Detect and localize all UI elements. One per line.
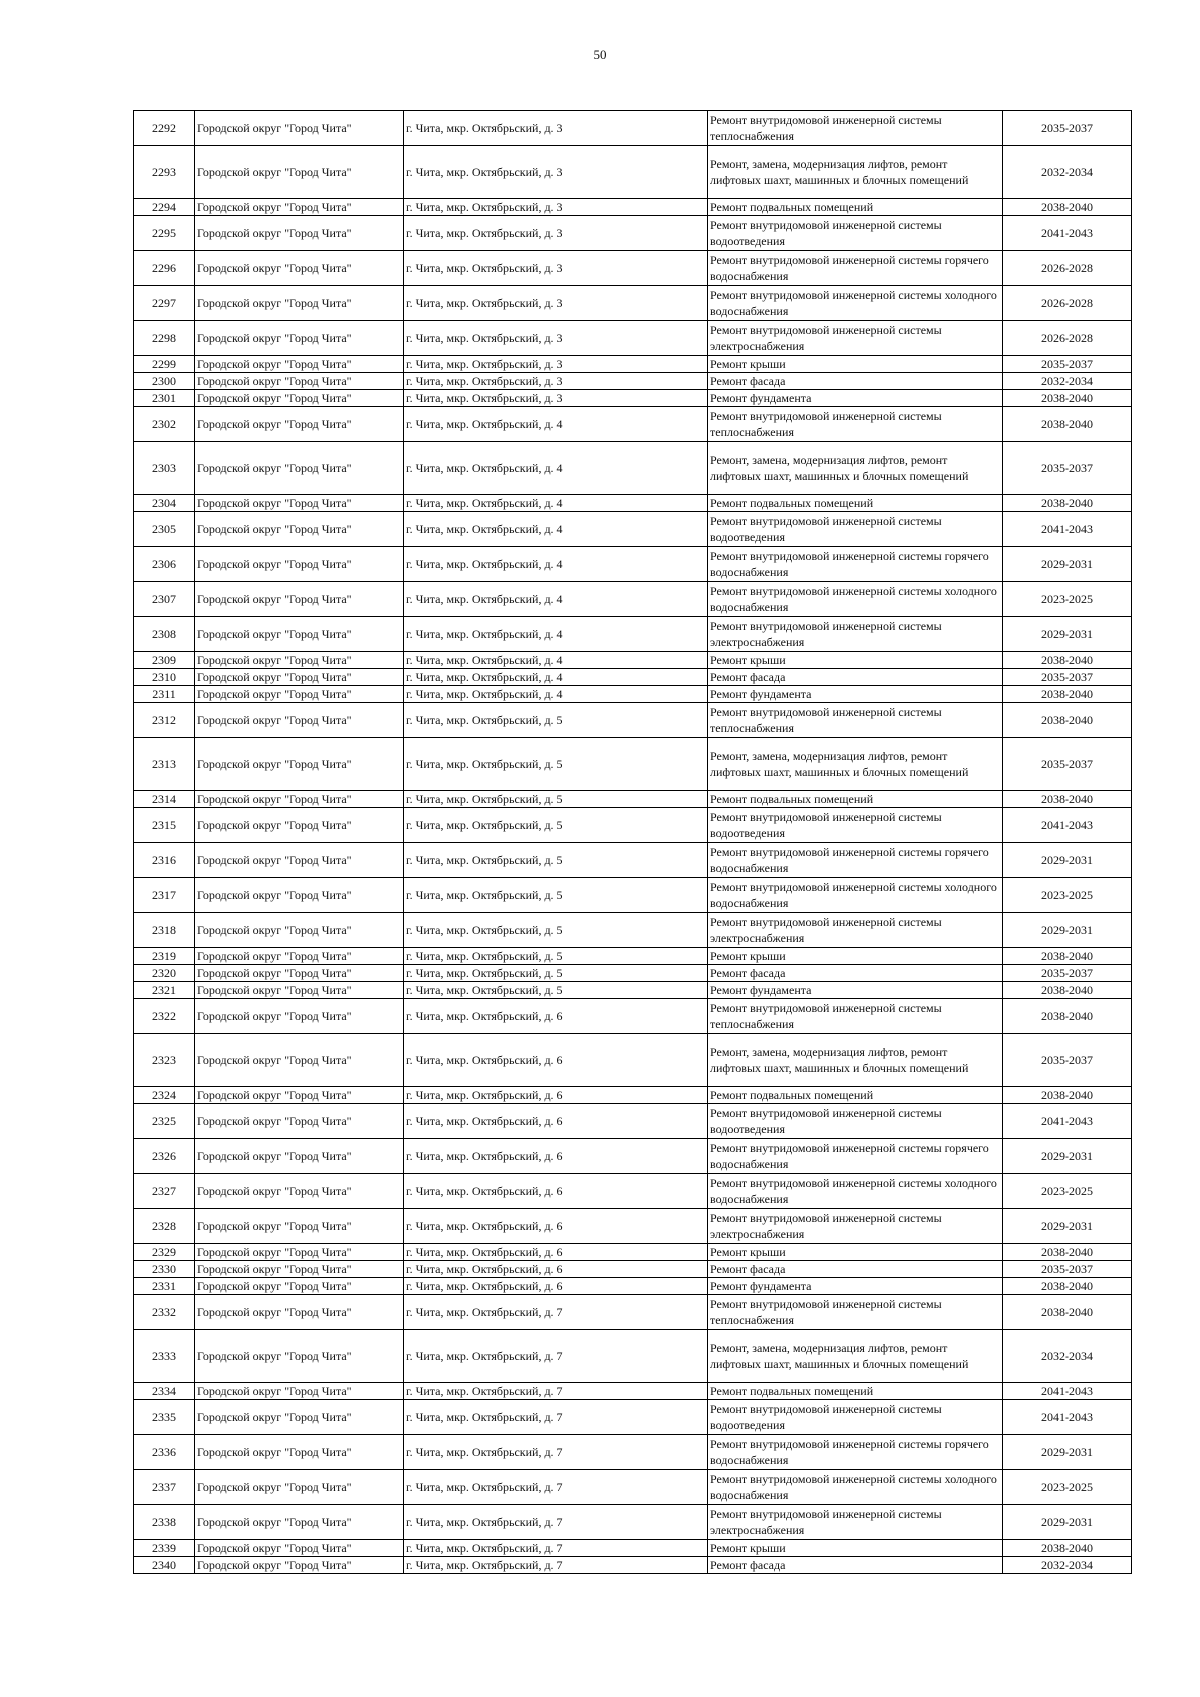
table-row <box>134 373 1132 390</box>
address-cell: г. Чита, мкр. Октябрьский, д. 4 <box>404 652 708 669</box>
address-cell: г. Чита, мкр. Октябрьский, д. 4 <box>404 547 708 582</box>
address-cell: г. Чита, мкр. Октябрьский, д. 5 <box>404 738 708 791</box>
period-cell: 2041-2043 <box>1003 1400 1132 1435</box>
work-type-cell: Ремонт внутридомовой инженерной системы электроснабжения <box>708 321 1003 356</box>
municipality-cell: Городской округ "Город Чита" <box>195 390 404 407</box>
work-type-cell: Ремонт внутридомовой инженерной системы теплоснабжения <box>708 703 1003 738</box>
municipality-cell: Городской округ "Город Чита" <box>195 407 404 442</box>
work-type-cell: Ремонт крыши <box>708 356 1003 373</box>
repair-schedule-table <box>133 110 1132 1574</box>
address-cell: г. Чита, мкр. Октябрьский, д. 6 <box>404 1209 708 1244</box>
address-cell: г. Чита, мкр. Октябрьский, д. 5 <box>404 791 708 808</box>
work-type-cell: Ремонт крыши <box>708 1244 1003 1261</box>
address-cell: г. Чита, мкр. Октябрьский, д. 6 <box>404 1104 708 1139</box>
table-row <box>134 703 1132 738</box>
municipality-cell: Городской округ "Город Чита" <box>195 373 404 390</box>
work-type-cell: Ремонт внутридомовой инженерной системы водоотведения <box>708 808 1003 843</box>
work-type-cell: Ремонт фасада <box>708 669 1003 686</box>
work-type-cell: Ремонт внутридомовой инженерной системы холодного водоснабжения <box>708 1174 1003 1209</box>
row-number: 2314 <box>134 791 195 808</box>
table-row <box>134 1278 1132 1295</box>
table-row <box>134 199 1132 216</box>
row-number: 2292 <box>134 111 195 146</box>
row-number: 2310 <box>134 669 195 686</box>
municipality-cell: Городской округ "Город Чита" <box>195 216 404 251</box>
table-row <box>134 843 1132 878</box>
work-type-cell: Ремонт внутридомовой инженерной системы холодного водоснабжения <box>708 582 1003 617</box>
period-cell: 2038-2040 <box>1003 999 1132 1034</box>
period-cell: 2029-2031 <box>1003 843 1132 878</box>
row-number: 2322 <box>134 999 195 1034</box>
table-row <box>134 1435 1132 1470</box>
period-cell: 2041-2043 <box>1003 1383 1132 1400</box>
table-row <box>134 999 1132 1034</box>
address-cell: г. Чита, мкр. Октябрьский, д. 3 <box>404 321 708 356</box>
period-cell: 2026-2028 <box>1003 251 1132 286</box>
table-row <box>134 1087 1132 1104</box>
period-cell: 2032-2034 <box>1003 1330 1132 1383</box>
work-type-cell: Ремонт внутридомовой инженерной системы водоотведения <box>708 1104 1003 1139</box>
work-type-cell: Ремонт крыши <box>708 652 1003 669</box>
municipality-cell: Городской округ "Город Чита" <box>195 913 404 948</box>
period-cell: 2023-2025 <box>1003 1174 1132 1209</box>
table-row <box>134 1174 1132 1209</box>
row-number: 2300 <box>134 373 195 390</box>
row-number: 2297 <box>134 286 195 321</box>
municipality-cell: Городской округ "Город Чита" <box>195 1087 404 1104</box>
period-cell: 2029-2031 <box>1003 1505 1132 1540</box>
address-cell: г. Чита, мкр. Октябрьский, д. 4 <box>404 495 708 512</box>
work-type-cell: Ремонт фасада <box>708 1261 1003 1278</box>
work-type-cell: Ремонт внутридомовой инженерной системы электроснабжения <box>708 1505 1003 1540</box>
work-type-cell: Ремонт внутридомовой инженерной системы горячего водоснабжения <box>708 843 1003 878</box>
address-cell: г. Чита, мкр. Октябрьский, д. 3 <box>404 146 708 199</box>
period-cell: 2029-2031 <box>1003 617 1132 652</box>
row-number: 2308 <box>134 617 195 652</box>
table-row <box>134 686 1132 703</box>
row-number: 2326 <box>134 1139 195 1174</box>
work-type-cell: Ремонт фундамента <box>708 1278 1003 1295</box>
row-number: 2299 <box>134 356 195 373</box>
work-type-cell: Ремонт подвальных помещений <box>708 791 1003 808</box>
work-type-cell: Ремонт внутридомовой инженерной системы теплоснабжения <box>708 999 1003 1034</box>
address-cell: г. Чита, мкр. Октябрьский, д. 3 <box>404 356 708 373</box>
period-cell: 2035-2037 <box>1003 738 1132 791</box>
work-type-cell: Ремонт внутридомовой инженерной системы электроснабжения <box>708 913 1003 948</box>
work-type-cell: Ремонт подвальных помещений <box>708 199 1003 216</box>
work-type-cell: Ремонт фасада <box>708 1557 1003 1574</box>
address-cell: г. Чита, мкр. Октябрьский, д. 7 <box>404 1470 708 1505</box>
work-type-cell: Ремонт подвальных помещений <box>708 1087 1003 1104</box>
table-row <box>134 1383 1132 1400</box>
row-number: 2323 <box>134 1034 195 1087</box>
municipality-cell: Городской округ "Город Чита" <box>195 321 404 356</box>
municipality-cell: Городской округ "Город Чита" <box>195 199 404 216</box>
address-cell: г. Чита, мкр. Октябрьский, д. 6 <box>404 1278 708 1295</box>
address-cell: г. Чита, мкр. Октябрьский, д. 7 <box>404 1400 708 1435</box>
period-cell: 2038-2040 <box>1003 791 1132 808</box>
address-cell: г. Чита, мкр. Октябрьский, д. 4 <box>404 512 708 547</box>
row-number: 2336 <box>134 1435 195 1470</box>
address-cell: г. Чита, мкр. Октябрьский, д. 3 <box>404 286 708 321</box>
work-type-cell: Ремонт фундамента <box>708 390 1003 407</box>
table-row <box>134 582 1132 617</box>
table-body <box>134 111 1132 1574</box>
municipality-cell: Городской округ "Город Чита" <box>195 669 404 686</box>
address-cell: г. Чита, мкр. Октябрьский, д. 4 <box>404 617 708 652</box>
period-cell: 2038-2040 <box>1003 948 1132 965</box>
period-cell: 2038-2040 <box>1003 686 1132 703</box>
municipality-cell: Городской округ "Город Чита" <box>195 251 404 286</box>
address-cell: г. Чита, мкр. Октябрьский, д. 5 <box>404 913 708 948</box>
work-type-cell: Ремонт внутридомовой инженерной системы электроснабжения <box>708 617 1003 652</box>
address-cell: г. Чита, мкр. Октябрьский, д. 5 <box>404 982 708 999</box>
work-type-cell: Ремонт фасада <box>708 373 1003 390</box>
work-type-cell: Ремонт крыши <box>708 948 1003 965</box>
work-type-cell: Ремонт внутридомовой инженерной системы теплоснабжения <box>708 407 1003 442</box>
table-row <box>134 669 1132 686</box>
municipality-cell: Городской округ "Город Чита" <box>195 791 404 808</box>
row-number: 2321 <box>134 982 195 999</box>
page-number: 50 <box>593 47 607 62</box>
table-row <box>134 321 1132 356</box>
table-row <box>134 146 1132 199</box>
period-cell: 2038-2040 <box>1003 652 1132 669</box>
address-cell: г. Чита, мкр. Октябрьский, д. 3 <box>404 251 708 286</box>
row-number: 2313 <box>134 738 195 791</box>
row-number: 2340 <box>134 1557 195 1574</box>
row-number: 2307 <box>134 582 195 617</box>
row-number: 2309 <box>134 652 195 669</box>
table-row <box>134 495 1132 512</box>
period-cell: 2041-2043 <box>1003 216 1132 251</box>
work-type-cell: Ремонт внутридомовой инженерной системы водоотведения <box>708 512 1003 547</box>
table-row <box>134 1244 1132 1261</box>
period-cell: 2035-2037 <box>1003 356 1132 373</box>
row-number: 2316 <box>134 843 195 878</box>
table-row <box>134 286 1132 321</box>
row-number: 2327 <box>134 1174 195 1209</box>
municipality-cell: Городской округ "Город Чита" <box>195 1209 404 1244</box>
municipality-cell: Городской округ "Город Чита" <box>195 1278 404 1295</box>
table-row <box>134 1104 1132 1139</box>
address-cell: г. Чита, мкр. Октябрьский, д. 6 <box>404 1034 708 1087</box>
row-number: 2302 <box>134 407 195 442</box>
period-cell: 2023-2025 <box>1003 878 1132 913</box>
period-cell: 2038-2040 <box>1003 1278 1132 1295</box>
address-cell: г. Чита, мкр. Октябрьский, д. 5 <box>404 843 708 878</box>
municipality-cell: Городской округ "Город Чита" <box>195 356 404 373</box>
work-type-cell: Ремонт подвальных помещений <box>708 1383 1003 1400</box>
row-number: 2320 <box>134 965 195 982</box>
period-cell: 2026-2028 <box>1003 321 1132 356</box>
work-type-cell: Ремонт, замена, модернизация лифтов, ремонт лифтовых шахт, машинных и блочных помещений <box>708 1330 1003 1383</box>
work-type-cell: Ремонт внутридомовой инженерной системы холодного водоснабжения <box>708 286 1003 321</box>
address-cell: г. Чита, мкр. Октябрьский, д. 4 <box>404 686 708 703</box>
row-number: 2338 <box>134 1505 195 1540</box>
row-number: 2328 <box>134 1209 195 1244</box>
period-cell: 2035-2037 <box>1003 1034 1132 1087</box>
table-row <box>134 1557 1132 1574</box>
table-row <box>134 1261 1132 1278</box>
table-row <box>134 1330 1132 1383</box>
municipality-cell: Городской округ "Город Чита" <box>195 1295 404 1330</box>
municipality-cell: Городской округ "Город Чита" <box>195 1383 404 1400</box>
work-type-cell: Ремонт внутридомовой инженерной системы водоотведения <box>708 216 1003 251</box>
address-cell: г. Чита, мкр. Октябрьский, д. 6 <box>404 1174 708 1209</box>
row-number: 2319 <box>134 948 195 965</box>
municipality-cell: Городской округ "Город Чита" <box>195 512 404 547</box>
period-cell: 2038-2040 <box>1003 390 1132 407</box>
table-row <box>134 808 1132 843</box>
address-cell: г. Чита, мкр. Октябрьский, д. 3 <box>404 373 708 390</box>
municipality-cell: Городской округ "Город Чита" <box>195 1400 404 1435</box>
row-number: 2293 <box>134 146 195 199</box>
work-type-cell: Ремонт внутридомовой инженерной системы электроснабжения <box>708 1209 1003 1244</box>
municipality-cell: Городской округ "Город Чита" <box>195 982 404 999</box>
table-row <box>134 216 1132 251</box>
table-row <box>134 617 1132 652</box>
period-cell: 2035-2037 <box>1003 1261 1132 1278</box>
work-type-cell: Ремонт фундамента <box>708 982 1003 999</box>
municipality-cell: Городской округ "Город Чита" <box>195 146 404 199</box>
period-cell: 2023-2025 <box>1003 1470 1132 1505</box>
row-number: 2315 <box>134 808 195 843</box>
table-row <box>134 251 1132 286</box>
row-number: 2325 <box>134 1104 195 1139</box>
address-cell: г. Чита, мкр. Октябрьский, д. 7 <box>404 1330 708 1383</box>
work-type-cell: Ремонт фасада <box>708 965 1003 982</box>
period-cell: 2038-2040 <box>1003 407 1132 442</box>
municipality-cell: Городской округ "Город Чита" <box>195 1034 404 1087</box>
period-cell: 2038-2040 <box>1003 1540 1132 1557</box>
municipality-cell: Городской округ "Город Чита" <box>195 948 404 965</box>
address-cell: г. Чита, мкр. Октябрьский, д. 6 <box>404 1139 708 1174</box>
row-number: 2296 <box>134 251 195 286</box>
period-cell: 2038-2040 <box>1003 1295 1132 1330</box>
municipality-cell: Городской округ "Город Чита" <box>195 1557 404 1574</box>
address-cell: г. Чита, мкр. Октябрьский, д. 7 <box>404 1540 708 1557</box>
address-cell: г. Чита, мкр. Октябрьский, д. 4 <box>404 582 708 617</box>
municipality-cell: Городской округ "Город Чита" <box>195 1261 404 1278</box>
period-cell: 2029-2031 <box>1003 547 1132 582</box>
address-cell: г. Чита, мкр. Октябрьский, д. 6 <box>404 999 708 1034</box>
work-type-cell: Ремонт, замена, модернизация лифтов, ремонт лифтовых шахт, машинных и блочных помещений <box>708 1034 1003 1087</box>
table-row <box>134 1034 1132 1087</box>
period-cell: 2035-2037 <box>1003 442 1132 495</box>
table-row <box>134 390 1132 407</box>
table-row <box>134 738 1132 791</box>
period-cell: 2026-2028 <box>1003 286 1132 321</box>
row-number: 2334 <box>134 1383 195 1400</box>
municipality-cell: Городской округ "Город Чита" <box>195 738 404 791</box>
municipality-cell: Городской округ "Город Чита" <box>195 843 404 878</box>
work-type-cell: Ремонт внутридомовой инженерной системы холодного водоснабжения <box>708 878 1003 913</box>
table-row <box>134 547 1132 582</box>
row-number: 2301 <box>134 390 195 407</box>
municipality-cell: Городской округ "Город Чита" <box>195 1470 404 1505</box>
address-cell: г. Чита, мкр. Октябрьский, д. 7 <box>404 1435 708 1470</box>
row-number: 2295 <box>134 216 195 251</box>
work-type-cell: Ремонт подвальных помещений <box>708 495 1003 512</box>
row-number: 2303 <box>134 442 195 495</box>
work-type-cell: Ремонт внутридомовой инженерной системы горячего водоснабжения <box>708 1139 1003 1174</box>
row-number: 2294 <box>134 199 195 216</box>
table-row <box>134 1209 1132 1244</box>
period-cell: 2038-2040 <box>1003 1087 1132 1104</box>
work-type-cell: Ремонт внутридомовой инженерной системы горячего водоснабжения <box>708 1435 1003 1470</box>
work-type-cell: Ремонт внутридомовой инженерной системы теплоснабжения <box>708 111 1003 146</box>
row-number: 2332 <box>134 1295 195 1330</box>
period-cell: 2041-2043 <box>1003 1104 1132 1139</box>
address-cell: г. Чита, мкр. Октябрьский, д. 5 <box>404 878 708 913</box>
address-cell: г. Чита, мкр. Октябрьский, д. 4 <box>404 407 708 442</box>
address-cell: г. Чита, мкр. Октябрьский, д. 3 <box>404 216 708 251</box>
municipality-cell: Городской округ "Город Чита" <box>195 1174 404 1209</box>
municipality-cell: Городской округ "Город Чита" <box>195 442 404 495</box>
table-row <box>134 1470 1132 1505</box>
period-cell: 2029-2031 <box>1003 1435 1132 1470</box>
row-number: 2317 <box>134 878 195 913</box>
address-cell: г. Чита, мкр. Октябрьский, д. 5 <box>404 965 708 982</box>
municipality-cell: Городской округ "Город Чита" <box>195 965 404 982</box>
municipality-cell: Городской округ "Город Чита" <box>195 1104 404 1139</box>
municipality-cell: Городской округ "Город Чита" <box>195 652 404 669</box>
table-row <box>134 407 1132 442</box>
table-row <box>134 356 1132 373</box>
table-row <box>134 512 1132 547</box>
table-row <box>134 1139 1132 1174</box>
municipality-cell: Городской округ "Город Чита" <box>195 286 404 321</box>
work-type-cell: Ремонт внутридомовой инженерной системы холодного водоснабжения <box>708 1470 1003 1505</box>
address-cell: г. Чита, мкр. Октябрьский, д. 7 <box>404 1557 708 1574</box>
address-cell: г. Чита, мкр. Октябрьский, д. 5 <box>404 808 708 843</box>
work-type-cell: Ремонт внутридомовой инженерной системы горячего водоснабжения <box>708 251 1003 286</box>
address-cell: г. Чита, мкр. Октябрьский, д. 6 <box>404 1244 708 1261</box>
row-number: 2305 <box>134 512 195 547</box>
municipality-cell: Городской округ "Город Чита" <box>195 1540 404 1557</box>
period-cell: 2029-2031 <box>1003 1209 1132 1244</box>
row-number: 2311 <box>134 686 195 703</box>
address-cell: г. Чита, мкр. Октябрьский, д. 7 <box>404 1383 708 1400</box>
table-row <box>134 791 1132 808</box>
table-row <box>134 1295 1132 1330</box>
address-cell: г. Чита, мкр. Октябрьский, д. 4 <box>404 669 708 686</box>
address-cell: г. Чита, мкр. Октябрьский, д. 7 <box>404 1505 708 1540</box>
period-cell: 2032-2034 <box>1003 373 1132 390</box>
row-number: 2331 <box>134 1278 195 1295</box>
address-cell: г. Чита, мкр. Октябрьский, д. 5 <box>404 703 708 738</box>
period-cell: 2023-2025 <box>1003 582 1132 617</box>
table-row <box>134 442 1132 495</box>
address-cell: г. Чита, мкр. Октябрьский, д. 4 <box>404 442 708 495</box>
work-type-cell: Ремонт внутридомовой инженерной системы горячего водоснабжения <box>708 547 1003 582</box>
municipality-cell: Городской округ "Город Чита" <box>195 686 404 703</box>
address-cell: г. Чита, мкр. Октябрьский, д. 6 <box>404 1087 708 1104</box>
table-row <box>134 652 1132 669</box>
row-number: 2335 <box>134 1400 195 1435</box>
address-cell: г. Чита, мкр. Октябрьский, д. 5 <box>404 948 708 965</box>
period-cell: 2029-2031 <box>1003 913 1132 948</box>
municipality-cell: Городской округ "Город Чита" <box>195 1505 404 1540</box>
period-cell: 2035-2037 <box>1003 669 1132 686</box>
row-number: 2337 <box>134 1470 195 1505</box>
period-cell: 2032-2034 <box>1003 1557 1132 1574</box>
row-number: 2330 <box>134 1261 195 1278</box>
work-type-cell: Ремонт, замена, модернизация лифтов, ремонт лифтовых шахт, машинных и блочных помещений <box>708 146 1003 199</box>
address-cell: г. Чита, мкр. Октябрьский, д. 6 <box>404 1261 708 1278</box>
table-row <box>134 111 1132 146</box>
municipality-cell: Городской округ "Город Чита" <box>195 878 404 913</box>
row-number: 2339 <box>134 1540 195 1557</box>
table-row <box>134 878 1132 913</box>
table-row <box>134 913 1132 948</box>
period-cell: 2038-2040 <box>1003 199 1132 216</box>
municipality-cell: Городской округ "Город Чита" <box>195 703 404 738</box>
address-cell: г. Чита, мкр. Октябрьский, д. 7 <box>404 1295 708 1330</box>
period-cell: 2035-2037 <box>1003 965 1132 982</box>
municipality-cell: Городской округ "Город Чита" <box>195 808 404 843</box>
work-type-cell: Ремонт фундамента <box>708 686 1003 703</box>
table-row <box>134 965 1132 982</box>
table-row <box>134 1505 1132 1540</box>
period-cell: 2038-2040 <box>1003 982 1132 999</box>
municipality-cell: Городской округ "Город Чита" <box>195 495 404 512</box>
municipality-cell: Городской округ "Город Чита" <box>195 582 404 617</box>
row-number: 2304 <box>134 495 195 512</box>
table-row <box>134 948 1132 965</box>
work-type-cell: Ремонт, замена, модернизация лифтов, ремонт лифтовых шахт, машинных и блочных помещений <box>708 442 1003 495</box>
address-cell: г. Чита, мкр. Октябрьский, д. 3 <box>404 111 708 146</box>
row-number: 2312 <box>134 703 195 738</box>
work-type-cell: Ремонт внутридомовой инженерной системы водоотведения <box>708 1400 1003 1435</box>
work-type-cell: Ремонт крыши <box>708 1540 1003 1557</box>
municipality-cell: Городской округ "Город Чита" <box>195 1435 404 1470</box>
municipality-cell: Городской округ "Город Чита" <box>195 617 404 652</box>
period-cell: 2038-2040 <box>1003 703 1132 738</box>
table-row <box>134 982 1132 999</box>
municipality-cell: Городской округ "Город Чита" <box>195 1330 404 1383</box>
municipality-cell: Городской округ "Город Чита" <box>195 547 404 582</box>
period-cell: 2041-2043 <box>1003 512 1132 547</box>
address-cell: г. Чита, мкр. Октябрьский, д. 3 <box>404 390 708 407</box>
period-cell: 2032-2034 <box>1003 146 1132 199</box>
work-type-cell: Ремонт внутридомовой инженерной системы теплоснабжения <box>708 1295 1003 1330</box>
municipality-cell: Городской округ "Город Чита" <box>195 111 404 146</box>
municipality-cell: Городской округ "Город Чита" <box>195 999 404 1034</box>
period-cell: 2038-2040 <box>1003 495 1132 512</box>
period-cell: 2041-2043 <box>1003 808 1132 843</box>
row-number: 2306 <box>134 547 195 582</box>
period-cell: 2038-2040 <box>1003 1244 1132 1261</box>
row-number: 2298 <box>134 321 195 356</box>
period-cell: 2029-2031 <box>1003 1139 1132 1174</box>
row-number: 2318 <box>134 913 195 948</box>
work-type-cell: Ремонт, замена, модернизация лифтов, ремонт лифтовых шахт, машинных и блочных помещений <box>708 738 1003 791</box>
municipality-cell: Городской округ "Город Чита" <box>195 1244 404 1261</box>
table-row <box>134 1400 1132 1435</box>
row-number: 2324 <box>134 1087 195 1104</box>
table-row <box>134 1540 1132 1557</box>
municipality-cell: Городской округ "Город Чита" <box>195 1139 404 1174</box>
row-number: 2329 <box>134 1244 195 1261</box>
period-cell: 2035-2037 <box>1003 111 1132 146</box>
address-cell: г. Чита, мкр. Октябрьский, д. 3 <box>404 199 708 216</box>
row-number: 2333 <box>134 1330 195 1383</box>
